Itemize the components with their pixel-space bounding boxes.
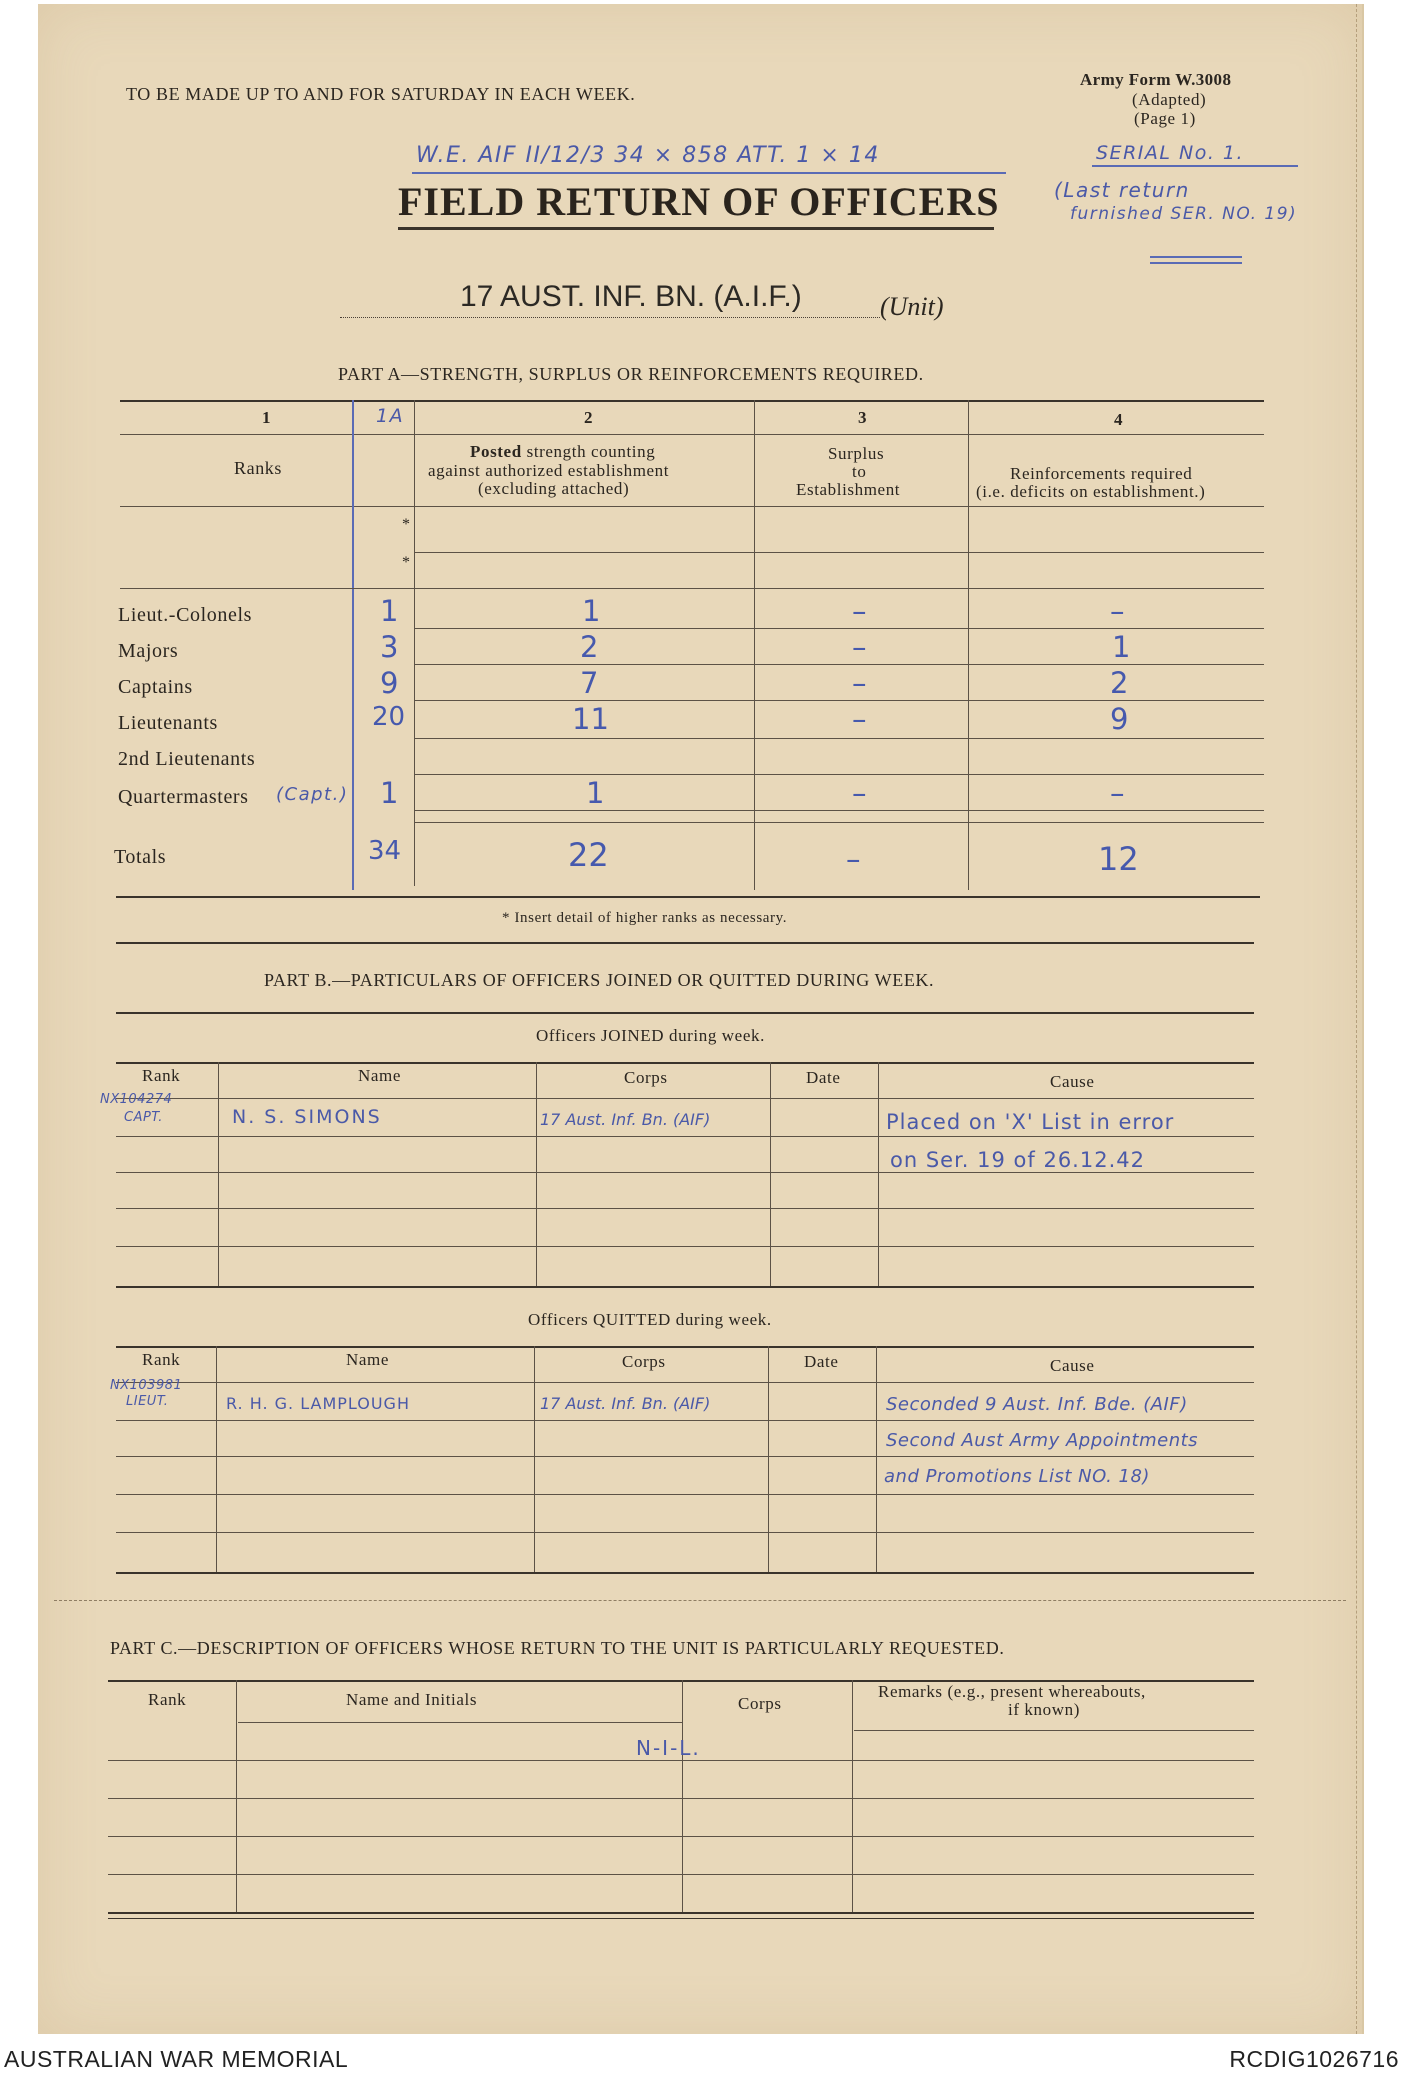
col-surplus-2: to — [852, 462, 867, 481]
posted-quartermasters: 1 — [586, 776, 605, 810]
asterisk-row-1: * — [402, 516, 411, 533]
surplus-quartermasters: – — [852, 776, 867, 810]
quitted-service-no: NX103981 — [110, 1378, 183, 1393]
rank-2nd-lieutenants: 2nd Lieutenants — [118, 748, 256, 770]
part-b-top-rule — [116, 1012, 1254, 1014]
totals-posted: 22 — [568, 836, 609, 874]
part-c-row-rule-3 — [108, 1836, 1254, 1837]
surplus-captains: – — [852, 666, 867, 700]
row-rule-1 — [414, 628, 1264, 629]
joined-heading: Officers JOINED during week. — [536, 1026, 765, 1045]
joined-vline-3 — [770, 1062, 771, 1288]
posted-lieut-colonels: 1 — [582, 594, 601, 628]
part-c-col-rank: Rank — [148, 1690, 187, 1709]
col-posted-1 — [470, 442, 655, 462]
joined-col-name: Name — [358, 1066, 401, 1085]
quitted-cause-1: Seconded 9 Aust. Inf. Bde. (AIF) — [886, 1394, 1188, 1415]
rank-lieut-colonels: Lieut.-Colonels — [118, 604, 252, 626]
joined-name: N. S. SIMONS — [232, 1106, 382, 1128]
auth-lieut-colonels: 1 — [380, 594, 399, 628]
joined-vline-4 — [878, 1062, 879, 1288]
part-a-top-rule — [120, 400, 1264, 402]
joined-bottom-rule — [116, 1286, 1254, 1288]
quitted-col-name: Name — [346, 1350, 389, 1369]
asterisk-rule-1 — [414, 552, 1264, 553]
we-underline — [412, 172, 1006, 174]
quitted-row-rule-2 — [116, 1456, 1254, 1457]
quitted-cause-3: and Promotions List NO. 18) — [884, 1466, 1150, 1487]
footer-institution: AUSTRALIAN WAR MEMORIAL — [4, 2046, 349, 2072]
col-posted-3: (excluding attached) — [478, 479, 630, 498]
joined-col-date: Date — [806, 1068, 841, 1087]
form-number: Army Form W.3008 — [1080, 70, 1232, 89]
row-rule-3 — [414, 700, 1264, 701]
part-a-end-rule — [116, 942, 1254, 944]
joined-row-rule-3 — [116, 1208, 1254, 1209]
quitted-row-rule-1 — [116, 1420, 1254, 1421]
joined-vline-2 — [536, 1062, 537, 1288]
header-bottom-rule — [120, 506, 1264, 507]
totals-bottom-rule — [116, 896, 1260, 898]
part-c-col-remarks-2: if known) — [1008, 1700, 1080, 1719]
serial-doubleline-1 — [1150, 256, 1242, 258]
totals-surplus: – — [846, 842, 861, 876]
col-num-2: 2 — [584, 408, 594, 427]
quitted-name: R. H. G. LAMPLOUGH — [226, 1394, 410, 1413]
col-surplus-3: Establishment — [796, 480, 901, 499]
unit-value: 17 AUST. INF. BN. (A.I.F.) — [460, 280, 802, 313]
row-rule-7 — [414, 822, 1264, 823]
totals-auth: 34 — [368, 836, 402, 866]
instruction-text: TO BE MADE UP TO AND FOR SATURDAY IN EACH WEEK. — [126, 84, 636, 104]
col-4-left-line — [968, 400, 969, 890]
posted-majors: 2 — [580, 630, 599, 664]
part-c-bottom-rule-1 — [108, 1912, 1254, 1914]
col-3-left-line — [754, 400, 755, 890]
auth-captains: 9 — [380, 666, 399, 700]
quitted-col-cause: Cause — [1050, 1356, 1095, 1375]
joined-header-rule — [116, 1098, 1254, 1099]
quitted-row-rule-3 — [116, 1494, 1254, 1495]
row-rule-6 — [414, 810, 1264, 811]
part-c-bottom-rule-2 — [108, 1918, 1254, 1919]
last-return-2: furnished SER. NO. 19) — [1070, 204, 1298, 224]
joined-corps: 17 Aust. Inf. Bn. (AIF) — [540, 1110, 711, 1129]
col-posted-2: against authorized establishment — [428, 461, 670, 480]
serial-underline — [1092, 165, 1298, 167]
quitted-vline-3 — [768, 1346, 769, 1574]
part-a-footnote: * Insert detail of higher ranks as necessary. — [502, 910, 788, 926]
part-c-col-corps: Corps — [738, 1694, 782, 1713]
reinf-lieutenants: 9 — [1110, 702, 1129, 736]
quitted-col-corps: Corps — [622, 1352, 666, 1371]
part-c-col-name: Name and Initials — [346, 1690, 478, 1709]
we-reference: W.E. AIF II/12/3 34 × 858 ATT. 1 × 14 — [416, 143, 880, 168]
rank-lieutenants: Lieutenants — [118, 712, 218, 734]
cut-line — [54, 1600, 1346, 1602]
unit-dotted-line — [340, 316, 880, 318]
reinf-quartermasters: – — [1110, 776, 1125, 810]
part-a-heading: PART A—STRENGTH, SURPLUS OR REINFORCEMENTS REQUIRED. — [338, 364, 924, 384]
quitted-vline-1 — [216, 1346, 217, 1574]
part-c-col-remarks-1: Remarks (e.g., present whereabouts, — [878, 1682, 1146, 1701]
surplus-lieut-colonels: – — [852, 594, 867, 628]
col-num-1: 1 — [262, 408, 272, 427]
joined-row-rule-4 — [116, 1246, 1254, 1247]
reinf-captains: 2 — [1110, 666, 1129, 700]
quitted-heading: Officers QUITTED during week. — [528, 1310, 772, 1329]
joined-col-cause: Cause — [1050, 1072, 1095, 1091]
part-b-heading: PART B.—PARTICULARS OF OFFICERS JOINED OR QUITTED DURING WEEK. — [264, 970, 935, 990]
reinf-majors: 1 — [1112, 630, 1131, 664]
auth-majors: 3 — [380, 630, 399, 664]
joined-col-corps: Corps — [624, 1068, 668, 1087]
rank-majors: Majors — [118, 640, 179, 662]
part-c-row-rule-1 — [108, 1760, 1254, 1761]
quitted-top-rule — [116, 1346, 1254, 1348]
rank-quartermasters: Quartermasters — [118, 786, 249, 808]
posted-lieutenants: 11 — [572, 702, 609, 736]
part-c-heading: PART C.—DESCRIPTION OF OFFICERS WHOSE RETURN TO THE UNIT IS PARTICULARLY REQUESTED. — [110, 1638, 1005, 1658]
auth-quartermasters: 1 — [380, 776, 399, 810]
posted-captains: 7 — [580, 666, 599, 700]
quitted-row-rule-4 — [116, 1532, 1254, 1533]
joined-top-rule — [116, 1062, 1254, 1064]
form-title: FIELD RETURN OF OFFICERS — [398, 179, 1000, 224]
part-c-entry: N-I-L. — [636, 1736, 701, 1760]
col-posted-rest: strength counting — [521, 442, 656, 461]
col-num-4: 4 — [1114, 410, 1124, 429]
joined-cause-1: Placed on 'X' List in error — [886, 1110, 1175, 1134]
part-c-vline-1 — [236, 1680, 237, 1914]
reinf-lieut-colonels: – — [1110, 594, 1125, 628]
row-rule-2 — [414, 664, 1264, 665]
row-rule-4 — [414, 738, 1264, 739]
surplus-majors: – — [852, 630, 867, 664]
totals-reinf: 12 — [1098, 840, 1139, 878]
joined-col-rank: Rank — [142, 1066, 181, 1085]
part-c-row-rule-2 — [108, 1798, 1254, 1799]
part-c-vline-3 — [852, 1680, 853, 1914]
col-surplus-1: Surplus — [828, 444, 885, 463]
rank-quartermasters-note: (Capt.) — [276, 784, 349, 805]
quitted-bottom-rule — [116, 1572, 1254, 1574]
totals-label: Totals — [114, 846, 167, 868]
quitted-col-rank: Rank — [142, 1350, 181, 1369]
col-num-1a: 1A — [376, 405, 405, 427]
last-return-1: (Last return — [1054, 178, 1190, 202]
col-ranks: Ranks — [234, 458, 282, 478]
quitted-rank: LIEUT. — [126, 1394, 169, 1409]
joined-rank: CAPT. — [124, 1110, 163, 1125]
col-posted-bold: Posted — [470, 442, 522, 461]
quitted-vline-4 — [876, 1346, 877, 1574]
col-num-3: 3 — [858, 408, 868, 427]
part-c-row-rule-4 — [108, 1874, 1254, 1875]
quitted-cause-2: Second Aust Army Appointments — [886, 1430, 1199, 1451]
title-underline — [398, 227, 994, 230]
form-page: (Page 1) — [1134, 109, 1196, 128]
serial-number: SERIAL No. 1. — [1096, 142, 1245, 164]
asterisk-rule-2 — [120, 588, 1264, 589]
part-c-vline-2 — [682, 1680, 683, 1914]
col-num-rule — [120, 434, 1264, 435]
col-2-left-line — [414, 400, 415, 886]
joined-cause-2: on Ser. 19 of 26.12.42 — [890, 1148, 1145, 1172]
part-c-name-rule — [238, 1722, 682, 1723]
joined-service-no: NX104274 — [100, 1092, 173, 1107]
joined-vline-1 — [218, 1062, 219, 1288]
footer-record-id: RCDIG1026716 — [1229, 2046, 1399, 2072]
part-c-remarks-rule — [854, 1730, 1254, 1731]
joined-row-rule-2 — [116, 1172, 1254, 1173]
rank-captains: Captains — [118, 676, 193, 698]
quitted-corps: 17 Aust. Inf. Bn. (AIF) — [540, 1394, 711, 1413]
quitted-header-rule — [116, 1382, 1254, 1383]
asterisk-row-2: * — [402, 554, 411, 571]
col-reinf-1: Reinforcements required — [1010, 464, 1193, 483]
serial-doubleline-2 — [1150, 262, 1242, 264]
col-reinf-2: (i.e. deficits on establishment.) — [976, 482, 1206, 501]
form-adapted: (Adapted) — [1132, 90, 1207, 109]
quitted-vline-2 — [534, 1346, 535, 1574]
joined-row-rule-1 — [116, 1136, 1254, 1137]
perforation-edge — [1356, 4, 1358, 2034]
col-1a-left-pencil-line — [352, 400, 354, 890]
unit-label: (Unit) — [880, 292, 944, 321]
row-rule-5 — [414, 774, 1264, 775]
surplus-lieutenants: – — [852, 702, 867, 736]
quitted-col-date: Date — [804, 1352, 839, 1371]
auth-lieutenants: 20 — [372, 702, 406, 732]
